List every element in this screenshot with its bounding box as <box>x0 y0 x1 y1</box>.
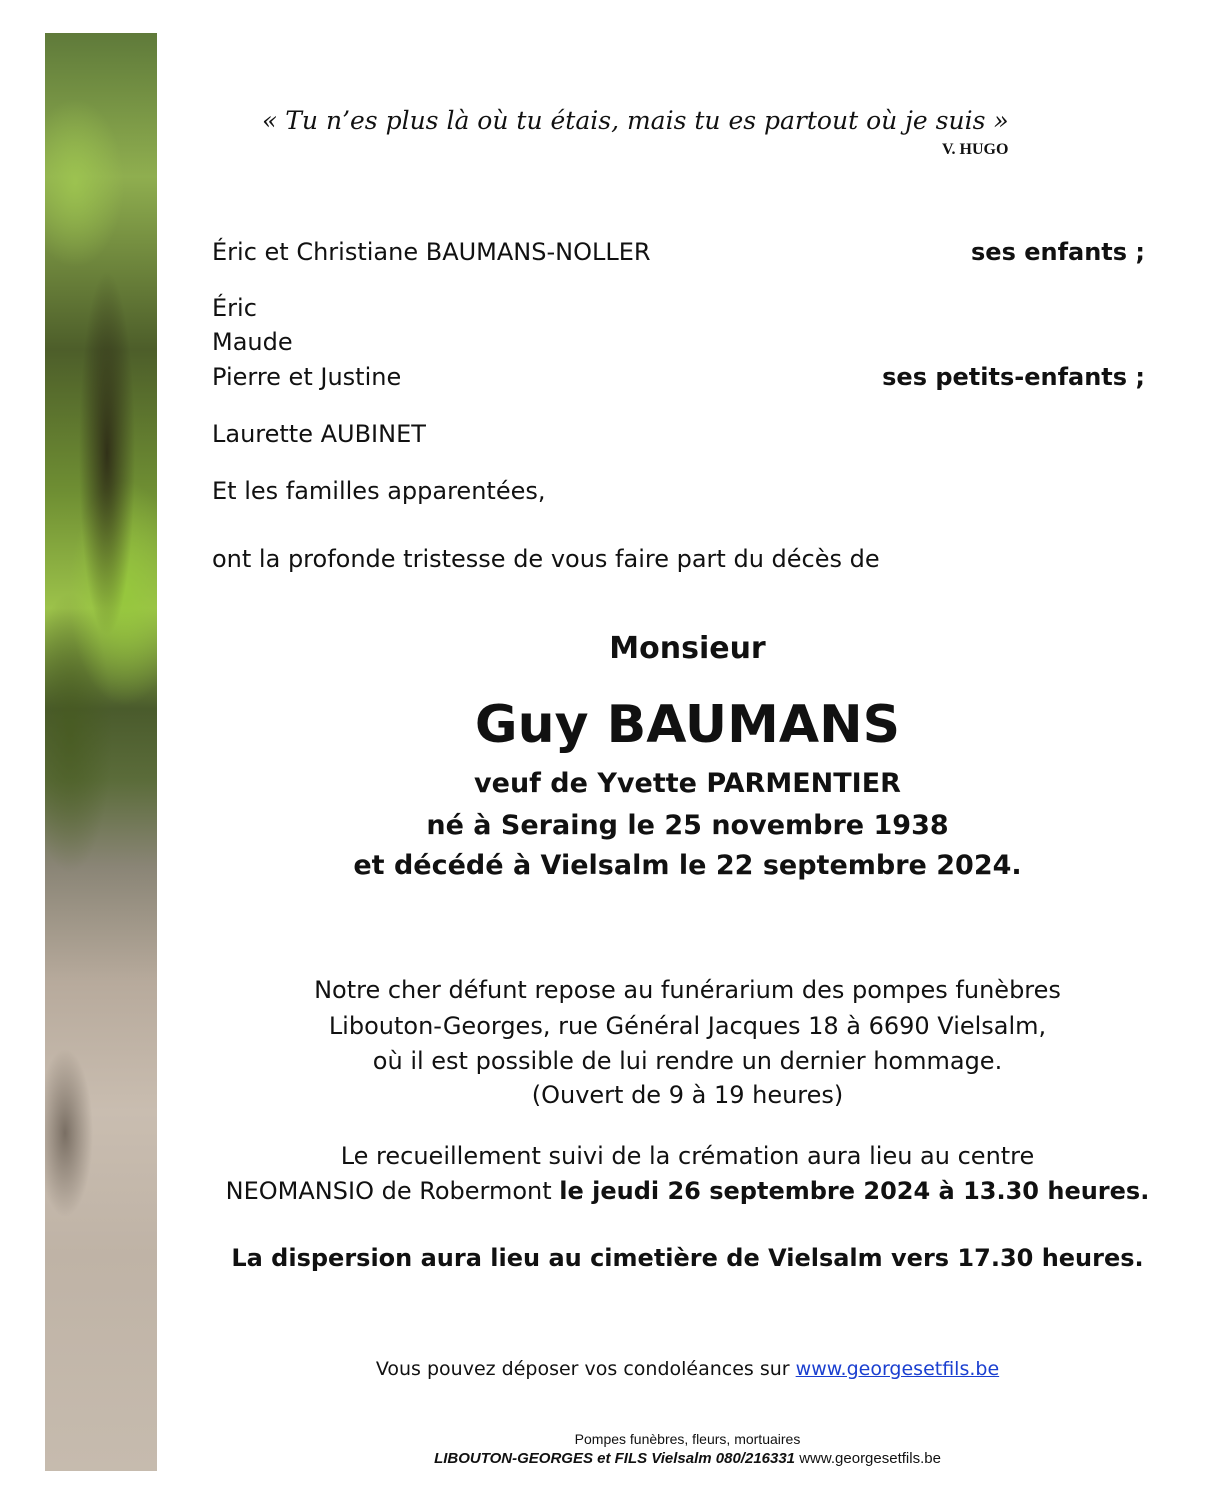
visitation-hours: (Ouvert de 9 à 19 heures) <box>531 1081 844 1109</box>
visitation-line-1: Notre cher défunt repose au funérarium des pompes funèbres <box>314 976 1061 1004</box>
children-names: Éric et Christiane BAUMANS-NOLLER <box>212 238 651 266</box>
children-row <box>212 235 1145 269</box>
spouse-line: veuf de Yvette PARMENTIER <box>474 768 901 799</box>
forest-path-photo <box>45 33 157 1471</box>
grandchild-name: Maude <box>212 328 293 356</box>
company-site: www.georgesetfils.be <box>795 1450 941 1467</box>
grandchild-name: Éric <box>212 294 257 322</box>
grandchild-name: Pierre et Justine <box>212 363 402 391</box>
deceased-name: Guy BAUMANS <box>474 695 901 755</box>
company-name: LIBOUTON-GEORGES et FILS Vielsalm 080/216331 <box>434 1450 796 1467</box>
deceased-title: Monsieur <box>609 631 766 666</box>
death-line: et décédé à Vielsalm le 22 septembre 2024. <box>353 850 1022 881</box>
grandchild-2 <box>212 325 1145 359</box>
families-line: Et les familles apparentées, <box>212 477 546 505</box>
quote-text: « Tu n’es plus là où tu étais, mais tu es partout où je suis » <box>262 106 1009 135</box>
announcement-line: ont la profonde tristesse de vous faire part du décès de <box>212 545 880 573</box>
grandchildren-label: ses petits-enfants ; <box>882 363 1145 391</box>
footer-company <box>160 1450 1215 1467</box>
visitation-line-2: Libouton-Georges, rue Général Jacques 18 à 6690 Vielsalm, <box>328 1012 1047 1040</box>
visitation-line-3: où il est possible de lui rendre un dernier hommage. <box>372 1047 1003 1075</box>
ceremony-line-2: NEOMANSIO de Robermont le jeudi 26 septembre 2024 à 13.30 heures. <box>225 1177 1150 1205</box>
footer-services: Pompes funèbres, fleurs, mortuaires <box>574 1431 801 1447</box>
children-label: ses enfants ; <box>971 238 1145 266</box>
dispersion-line: La dispersion aura lieu au cimetière de Vielsalm vers 17.30 heures. <box>231 1244 1144 1272</box>
ceremony-date: le jeudi 26 septembre 2024 à 13.30 heures. <box>559 1177 1150 1205</box>
condolences-link[interactable]: www.georgesetfils.be <box>795 1358 1000 1380</box>
grandchild-3 <box>212 360 1145 394</box>
condolences-line: Vous pouvez déposer vos condoléances sur www.georgesetfils.be <box>375 1358 1000 1380</box>
birth-line: né à Seraing le 25 novembre 1938 <box>426 810 949 841</box>
ceremony-line-1: Le recueillement suivi de la crémation aura lieu au centre <box>340 1142 1035 1170</box>
grandchild-1 <box>212 291 1145 325</box>
quote-author: V. HUGO <box>942 141 1009 158</box>
other-relative: Laurette AUBINET <box>212 420 426 448</box>
